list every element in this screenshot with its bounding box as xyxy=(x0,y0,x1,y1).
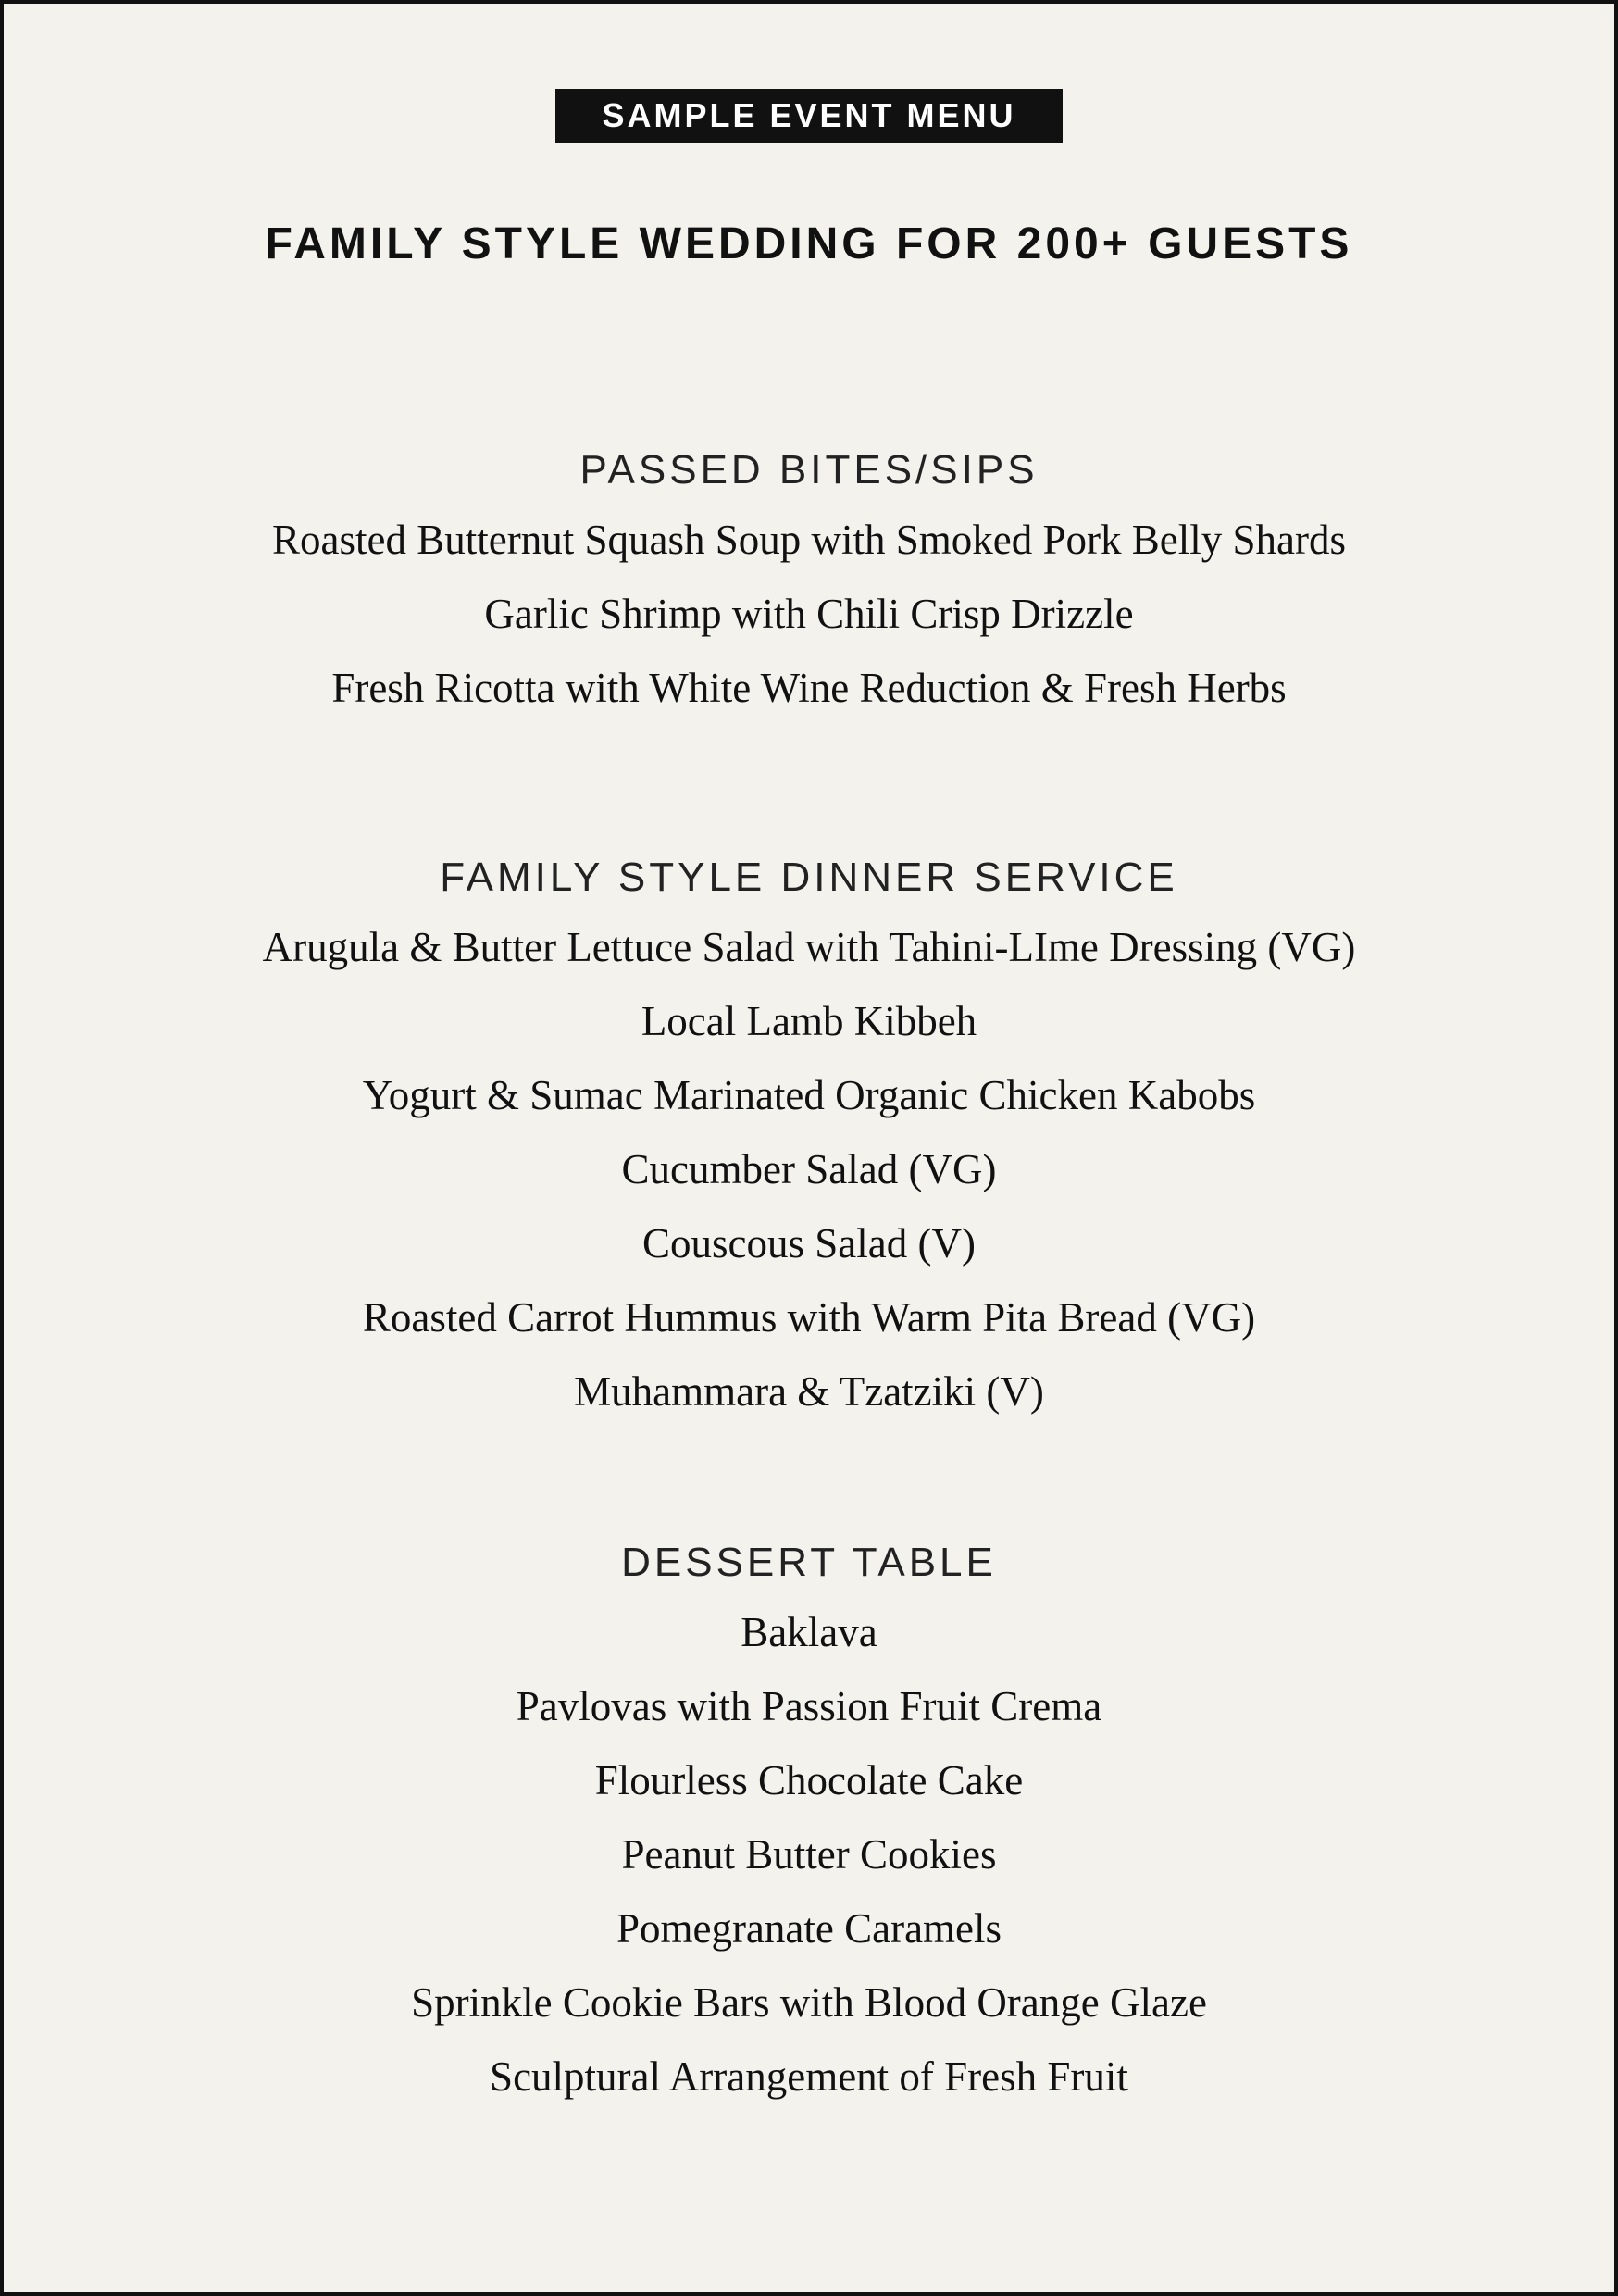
menu-item: Pavlovas with Passion Fruit Crema xyxy=(516,1683,1102,1729)
menu-item: Sculptural Arrangement of Fresh Fruit xyxy=(490,2053,1128,2100)
menu-item: Local Lamb Kibbeh xyxy=(641,998,977,1044)
section-dessert-table xyxy=(4,1530,1614,2114)
menu-item: Pomegranate Caramels xyxy=(616,1905,1002,1952)
menu-item: Sprinkle Cookie Bars with Blood Orange Glaze xyxy=(411,1979,1207,2026)
event-title: FAMILY STYLE WEDDING FOR 200+ GUESTS xyxy=(265,219,1353,268)
section-heading: PASSED BITES/SIPS xyxy=(579,447,1039,493)
menu-item: Roasted Carrot Hummus with Warm Pita Bread (VG) xyxy=(362,1294,1256,1341)
badge-container xyxy=(4,89,1614,143)
menu-item: Yogurt & Sumac Marinated Organic Chicken Kabobs xyxy=(362,1072,1256,1118)
menu-item: Flourless Chocolate Cake xyxy=(594,1757,1024,1803)
section-family-style-dinner xyxy=(4,845,1614,1429)
section-passed-bites xyxy=(4,438,1614,725)
menu-item: Baklava xyxy=(741,1609,877,1655)
section-heading: DESSERT TABLE xyxy=(621,1540,997,1585)
sample-event-menu-badge: SAMPLE EVENT MENU xyxy=(555,89,1063,143)
menu-item: Cucumber Salad (VG) xyxy=(621,1146,997,1192)
section-heading: FAMILY STYLE DINNER SERVICE xyxy=(440,855,1178,900)
menu-item: Muhammara & Tzatziki (V) xyxy=(574,1368,1044,1415)
menu-item: Roasted Butternut Squash Soup with Smoked Pork Belly Shards xyxy=(271,517,1346,563)
menu-item: Couscous Salad (V) xyxy=(642,1220,976,1267)
menu-item: Arugula & Butter Lettuce Salad with Tahini-LIme Dressing (VG) xyxy=(262,924,1356,970)
menu-item: Garlic Shrimp with Chili Crisp Drizzle xyxy=(484,591,1134,637)
menu-item: Fresh Ricotta with White Wine Reduction & Fresh Herbs xyxy=(331,665,1287,711)
menu-item: Peanut Butter Cookies xyxy=(621,1831,997,1878)
